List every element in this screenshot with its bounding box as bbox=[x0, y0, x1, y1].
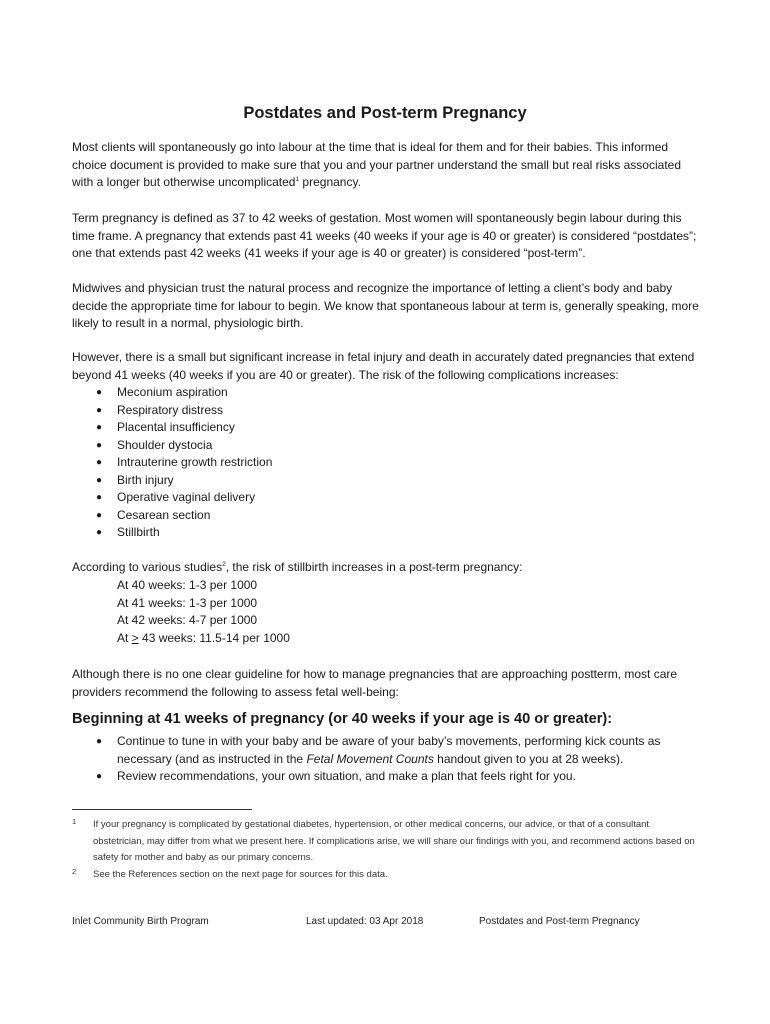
risk-paragraph: However, there is a small but significant increase in fetal injury and death in accurately dated pregnancies that extend beyond 41 weeks (40 weeks if you are 40 or greater). The risk of the following complications increases: bbox=[72, 350, 695, 382]
rate-value: 4-7 per 1000 bbox=[189, 613, 258, 627]
footnote-text: See the References section on the next page for sources for this data. bbox=[93, 869, 388, 880]
bullet-icon: ● bbox=[96, 439, 103, 451]
bullet-icon: ● bbox=[96, 527, 103, 538]
studies-text-end: , the risk of stillbirth increases in a post-term pregnancy: bbox=[225, 560, 523, 574]
bullet-icon: ● bbox=[96, 474, 103, 486]
footer-left: Inlet Community Birth Program bbox=[72, 916, 209, 927]
list-item-text: Stillbirth bbox=[117, 525, 160, 539]
rate-row bbox=[117, 595, 517, 613]
studies-paragraph bbox=[72, 559, 700, 577]
bullet-icon: ● bbox=[96, 509, 103, 521]
rate-row bbox=[117, 577, 517, 595]
footnote-2 bbox=[72, 867, 702, 884]
stillbirth-rates bbox=[117, 577, 517, 647]
bullet-icon: ● bbox=[96, 492, 103, 503]
list-item-text: Shoulder dystocia bbox=[117, 437, 213, 452]
rate-value: 11.5-14 per 1000 bbox=[199, 630, 290, 645]
footnote-number: 1 bbox=[72, 817, 77, 826]
studies-text: According to various studies bbox=[72, 560, 223, 574]
list-item bbox=[72, 437, 700, 455]
guideline-paragraph: Although there is no one clear guideline for how to manage pregnancies that are approaching postterm, most care providers recommend the following to assess fetal well-being: bbox=[72, 667, 678, 699]
rate-row bbox=[117, 630, 517, 648]
rate-label: At 42 weeks: bbox=[117, 613, 190, 627]
list-item-text: Respiratory distress bbox=[117, 402, 224, 417]
greater-than-symbol: > bbox=[131, 630, 139, 645]
footnote-ref-1: 1 bbox=[295, 176, 300, 183]
rate-label: 43 weeks: bbox=[138, 630, 200, 645]
footnote-ref-2: 2 bbox=[222, 561, 226, 568]
rate-label: At 40 weeks: bbox=[117, 578, 190, 592]
footnote-number: 2 bbox=[72, 867, 77, 876]
list-item-text: Cesarean section bbox=[117, 507, 211, 522]
section-heading: Beginning at 41 weeks of pregnancy (or 40 weeks if your age is 40 or greater): bbox=[72, 711, 613, 727]
list-item bbox=[72, 419, 700, 437]
bullet-icon: ● bbox=[96, 404, 103, 416]
footer-right: Postdates and Post-term Pregnancy bbox=[479, 916, 640, 927]
term-paragraph: Term pregnancy is defined as 37 to 42 weeks of gestation. Most women will spontaneously begin labour during this time frame. A pregnancy that extends past 41 weeks (40 weeks if your age is 40 or greater) is considered “postdates”; one that extends past 42 weeks (41 weeks if your age is 40 or greater) is considered “post-term”. bbox=[72, 211, 697, 260]
intro-text: Most clients will spontaneously go into labour at the time that is ideal for them and for their babies. This informed choice document is provided to make sure that you and your partner understand the small but real risks associated with a longer but otherwise uncomplicated bbox=[72, 140, 681, 189]
list-item-text: Review recommendations, your own situation, and make a plan that feels right for you. bbox=[117, 769, 576, 783]
rate-row bbox=[117, 612, 517, 630]
footnote-text: If your pregnancy is complicated by gestational diabetes, hypertension, or other medical concerns, our advice, or that of a consultant obstetrician, may differ from what we present here. If complications arise, we will share our findings with you, and recommend actions based on safety for mother and baby as our primary concerns. bbox=[93, 819, 695, 863]
list-item-text: Birth injury bbox=[117, 472, 174, 487]
list-item bbox=[72, 489, 700, 507]
list-item-text: Intrauterine growth restriction bbox=[117, 455, 273, 469]
list-item bbox=[72, 507, 700, 525]
list-item bbox=[72, 768, 700, 786]
rate-label: At 41 weeks: bbox=[117, 595, 190, 610]
list-item bbox=[72, 524, 700, 542]
complications-list bbox=[72, 384, 700, 542]
rate-value: 1-3 per 1000 bbox=[189, 578, 258, 592]
recommendations-list bbox=[72, 733, 700, 786]
page-title: Postdates and Post-term Pregnancy bbox=[243, 104, 527, 122]
bullet-icon: ● bbox=[96, 771, 103, 782]
rate-value: 1-3 per 1000 bbox=[189, 595, 258, 610]
bullet-icon: ● bbox=[96, 457, 103, 468]
intro-text-end: pregnancy. bbox=[299, 175, 361, 189]
list-item bbox=[72, 472, 700, 490]
footer-center: Last updated: 03 Apr 2018 bbox=[306, 916, 424, 927]
intro-paragraph bbox=[72, 139, 700, 192]
bullet-icon: ● bbox=[96, 736, 103, 747]
bullet-icon: ● bbox=[96, 422, 103, 433]
bullet-icon: ● bbox=[96, 387, 103, 398]
list-item-text: Continue to tune in with your baby and be aware of your baby’s movements, performing kick counts as necessary (and as instructed in the bbox=[117, 734, 661, 766]
list-item-text: handout given to you at 28 weeks). bbox=[433, 751, 624, 766]
footnote-divider bbox=[72, 809, 252, 810]
rate-label: At bbox=[117, 630, 132, 645]
list-item-text: Placental insufficiency bbox=[117, 420, 235, 434]
list-item bbox=[72, 402, 700, 420]
list-item bbox=[72, 384, 700, 402]
list-item bbox=[72, 454, 700, 472]
list-item bbox=[72, 733, 700, 768]
list-item-text: Operative vaginal delivery bbox=[117, 490, 256, 504]
handout-title: Fetal Movement Counts bbox=[306, 751, 434, 766]
footnote-1 bbox=[72, 817, 702, 867]
list-item-text: Meconium aspiration bbox=[117, 385, 228, 399]
midwives-paragraph: Midwives and physician trust the natural process and recognize the importance of letting a client’s body and baby decide the appropriate time for labour to begin. We know that spontaneous labour at term is, generally speaking, more likely to result in a normal, physiologic birth. bbox=[72, 281, 699, 330]
